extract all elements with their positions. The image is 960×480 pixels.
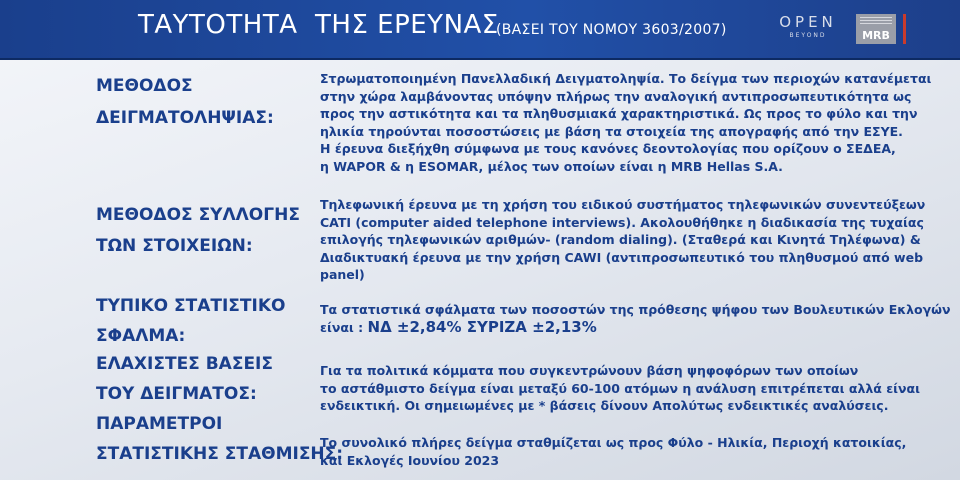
text-line: στην χώρα λαμβάνοντας υπόψην πλήρως την αναλογική αντιπροσωπευτικότητα ως	[320, 88, 912, 104]
open-logo-word: OPEN	[779, 13, 837, 31]
label-standard-error-1: ΤΥΠΙΚΟ ΣΤΑΤΙΣΤΙΚΟ	[96, 296, 286, 316]
weighting-text	[320, 434, 945, 469]
text-line: Διαδικτυακή έρευνα με την χρήση CAWI (αντιπροσωπευτικό του πληθυσμού από web	[320, 249, 924, 265]
text-line: η WAPOR & η ESOMAR, μέλος των οποίων είναι η MRB Hellas S.A.	[320, 158, 783, 174]
text-line: Τηλεφωνική έρευνα με τη χρήση του ειδικού συστήματος τηλεφωνικών συνεντεύξεων	[320, 197, 926, 212]
page-subtitle: (ΒΑΣΕΙ ΤΟΥ ΝΟΜΟΥ 3603/2007)	[496, 22, 727, 38]
minimum-bases-text	[320, 362, 945, 415]
text-line: και Εκλογές Ιουνίου 2023	[320, 452, 500, 468]
text-line: Η έρευνα διεξήχθη σύμφωνα με τους κανόνες δεοντολογίας που ορίζουν ο ΣΕΔΕΑ,	[320, 141, 896, 156]
sampling-method-text	[320, 70, 945, 175]
error-prefix: είναι :	[320, 319, 368, 335]
label-weighting-2: ΣΤΑΤΙΣΤΙΚΗΣ ΣΤΑΘΜΙΣΗΣ:	[96, 444, 344, 464]
error-values: ΝΔ ±2,84% ΣΥΡΙΖΑ ±2,13%	[367, 317, 597, 336]
text-line: ηλικία τηρούνται ποσοστώσεις με βάση τα στοιχεία της απογραφής από την ΕΣΥΕ.	[320, 123, 903, 139]
text-line: Τα στατιστικά σφάλματα των ποσοστών της πρόθεσης ψήφου των Βουλευτικών Εκλογών	[320, 302, 951, 317]
label-weighting-1: ΠΑΡΑΜΕΤΡΟΙ	[96, 414, 223, 434]
label-minimum-bases-2: ΤΟΥ ΔΕΙΓΜΑΤΟΣ:	[96, 384, 257, 404]
label-standard-error-2: ΣΦΑΛΜΑ:	[96, 326, 186, 346]
text-line: προς την αστικότητα και τα πληθυσμιακά χαρακτηριστικά. Ως προς το φύλο και την	[320, 106, 918, 121]
label-minimum-bases-1: ΕΛΑΧΙΣΤΕΣ ΒΑΣΕΙΣ	[96, 354, 273, 374]
text-line: panel)	[320, 267, 365, 282]
logo-accent-bar	[903, 14, 906, 44]
page-title: ΤΑΥΤΟΤΗΤΑ ΤΗΣ ΕΡΕΥΝΑΣ	[138, 10, 499, 40]
text-line: επιλογής τηλεφωνικών αριθμών- (random dialing). (Σταθερά και Κινητά Τηλέφωνα) &	[320, 232, 921, 247]
mrb-logo-text: MRB	[862, 29, 890, 42]
text-line: Στρωματοποιημένη Πανελλαδική Δειγματοληψία. Το δείγμα των περιοχών κατανέμεται	[320, 71, 932, 86]
label-collection-method-1: ΜΕΘΟΔΟΣ ΣΥΛΛΟΓΗΣ	[96, 205, 300, 225]
collection-method-text	[320, 196, 945, 284]
mrb-logo-stripes	[860, 17, 892, 26]
open-logo-tagline: BEYOND	[789, 32, 827, 39]
text-line: το αστάθμιστο δείγμα είναι μεταξύ 60-100 ατόμων η ανάλυση επιτρέπεται αλλά είναι	[320, 380, 920, 396]
text-line	[320, 319, 945, 337]
text-line: Το συνολικό πλήρες δείγμα σταθμίζεται ως προς Φύλο - Ηλικία, Περιοχή κατοικίας,	[320, 435, 907, 450]
open-beyond-logo	[776, 15, 840, 39]
label-sampling-method-2: ΔΕΙΓΜΑΤΟΛΗΨΙΑΣ:	[96, 108, 274, 128]
header-bar	[0, 0, 960, 60]
text-line: CATI (computer aided telephone interviews). Ακολουθήθηκε η διαδικασία της τυχαίας	[320, 214, 924, 230]
label-sampling-method-1: ΜΕΘΟΔΟΣ	[96, 76, 193, 96]
text-line: ενδεικτική. Οι σημειωμένες με * βάσεις δίνουν Απολύτως ενδεικτικές αναλύσεις.	[320, 398, 889, 413]
text-line: Για τα πολιτικά κόμματα που συγκεντρώνουν βάση ψηφοφόρων των οποίων	[320, 363, 859, 378]
standard-error-text	[320, 301, 951, 336]
mrb-logo	[856, 14, 896, 44]
label-collection-method-2: ΤΩΝ ΣΤΟΙΧΕΙΩΝ:	[96, 236, 253, 256]
